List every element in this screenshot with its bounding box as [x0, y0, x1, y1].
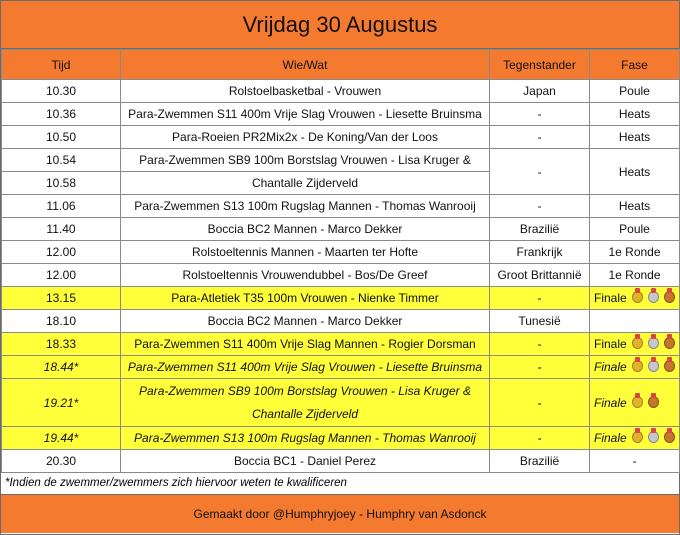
cell-wie-wat: Chantalle Zijderveld	[121, 172, 490, 195]
header-tijd: Tijd	[2, 50, 121, 80]
cell-wie-wat: Para-Zwemmen S13 100m Rugslag Mannen - Thomas Wanrooij	[121, 195, 490, 218]
fase-label: Finale	[594, 291, 627, 305]
table-row-highlighted	[2, 333, 680, 356]
cell-fase	[590, 287, 680, 310]
cell-tegenstander: -	[490, 103, 590, 126]
table-row-highlighted	[2, 427, 680, 450]
gold-medal-icon	[632, 360, 643, 372]
gold-medal-icon	[632, 291, 643, 303]
cell-wie-wat-line: Para-Zwemmen SB9 100m Borstslag Vrouwen - Lisa Kruger &	[139, 383, 471, 398]
table-row	[2, 264, 680, 287]
cell-wie-wat: Para-Zwemmen S11 400m Vrije Slag Vrouwen - Liesette Bruinsma	[121, 103, 490, 126]
table-row	[2, 80, 680, 103]
title-bar	[1, 1, 679, 49]
cell-tijd: 10.30	[2, 80, 121, 103]
bronze-medal-icon	[664, 337, 675, 349]
cell-wie-wat: Boccia BC2 Mannen - Marco Dekker	[121, 218, 490, 241]
cell-tegenstander: -	[490, 195, 590, 218]
table-row	[2, 450, 680, 473]
header-tegenstander: Tegenstander	[490, 50, 590, 80]
cell-wie-wat: Para-Zwemmen S11 400m Vrije Slag Mannen - Rogier Dorsman	[121, 333, 490, 356]
cell-fase: Poule	[590, 218, 680, 241]
cell-wie-wat-line: Chantalle Zijderveld	[251, 406, 359, 421]
cell-tegenstander: Groot Brittannië	[490, 264, 590, 287]
cell-fase: Poule	[590, 80, 680, 103]
cell-tegenstander: Tunesië	[490, 310, 590, 333]
cell-wie-wat: Rolstoeltennis Mannen - Maarten ter Hofte	[121, 241, 490, 264]
cell-wie-wat: Boccia BC1 - Daniel Perez	[121, 450, 490, 473]
cell-tegenstander: -	[490, 427, 590, 450]
cell-wie-wat: Para-Zwemmen S13 100m Rugslag Mannen - Thomas Wanrooij	[121, 427, 490, 450]
cell-fase: 1e Ronde	[590, 264, 680, 287]
table-row	[2, 103, 680, 126]
cell-wie-wat: Boccia BC2 Mannen - Marco Dekker	[121, 310, 490, 333]
cell-tijd: 12.00	[2, 264, 121, 287]
gold-medal-icon	[632, 337, 643, 349]
cell-fase: Heats	[590, 126, 680, 149]
cell-fase	[590, 333, 680, 356]
bronze-medal-icon	[664, 431, 675, 443]
cell-tegenstander: Brazilië	[490, 450, 590, 473]
cell-tijd: 20.30	[2, 450, 121, 473]
cell-tijd: 18.10	[2, 310, 121, 333]
cell-tegenstander: -	[490, 287, 590, 310]
cell-tijd: 10.50	[2, 126, 121, 149]
fase-label: Finale	[594, 360, 627, 374]
header-row	[2, 50, 680, 80]
cell-tijd: 10.58	[2, 172, 121, 195]
table-row-highlighted	[2, 287, 680, 310]
cell-tijd: 13.15	[2, 287, 121, 310]
cell-fase	[590, 356, 680, 379]
cell-tijd: 19.21*	[2, 379, 121, 427]
cell-tijd: 10.54	[2, 149, 121, 172]
cell-tijd: 18.44*	[2, 356, 121, 379]
cell-tegenstander: -	[490, 333, 590, 356]
cell-fase: Heats	[590, 195, 680, 218]
cell-fase: 1e Ronde	[590, 241, 680, 264]
cell-tijd: 12.00	[2, 241, 121, 264]
cell-fase	[590, 427, 680, 450]
bronze-medal-icon	[664, 360, 675, 372]
footnote: *Indien de zwemmer/zwemmers zich hiervoor weten te kwalificeren	[1, 473, 679, 495]
cell-tijd: 11.06	[2, 195, 121, 218]
table-row	[2, 241, 680, 264]
silver-medal-icon	[648, 291, 659, 303]
cell-tijd: 18.33	[2, 333, 121, 356]
footer-credit: Gemaakt door @Humphryjoey - Humphry van Asdonck	[193, 507, 487, 521]
table-row	[2, 195, 680, 218]
schedule-table	[1, 49, 680, 473]
cell-wie-wat: Para-Zwemmen SB9 100m Borstslag Vrouwen - Lisa Kruger &	[121, 149, 490, 172]
cell-wie-wat: Rolstoeltennis Vrouwendubbel - Bos/De Greef	[121, 264, 490, 287]
fase-label: Finale	[594, 337, 627, 351]
cell-wie-wat: Para-Zwemmen S11 400m Vrije Slag Vrouwen - Liesette Bruinsma	[121, 356, 490, 379]
cell-fase	[590, 310, 680, 333]
bronze-medal-icon	[664, 291, 675, 303]
bronze-medal-icon	[648, 396, 659, 408]
cell-fase	[590, 379, 680, 427]
table-row	[2, 310, 680, 333]
cell-fase: Heats	[590, 149, 680, 195]
page-title: Vrijdag 30 Augustus	[242, 11, 438, 37]
cell-tegenstander: Japan	[490, 80, 590, 103]
cell-tegenstander: Brazilië	[490, 218, 590, 241]
cell-wie-wat: Para-Roeien PR2Mix2x - De Koning/Van der Loos	[121, 126, 490, 149]
fase-label: Finale	[594, 395, 627, 410]
table-row	[2, 149, 680, 172]
gold-medal-icon	[632, 396, 643, 408]
gold-medal-icon	[632, 431, 643, 443]
table-row	[2, 218, 680, 241]
cell-fase: Heats	[590, 103, 680, 126]
cell-tegenstander: -	[490, 379, 590, 427]
silver-medal-icon	[648, 360, 659, 372]
table-row-highlighted	[2, 356, 680, 379]
fase-label: Finale	[594, 431, 627, 445]
cell-tijd: 19.44*	[2, 427, 121, 450]
cell-tegenstander: -	[490, 149, 590, 195]
cell-tegenstander: -	[490, 356, 590, 379]
cell-wie-wat: Para-Atletiek T35 100m Vrouwen - Nienke Timmer	[121, 287, 490, 310]
cell-fase: -	[590, 450, 680, 473]
footer-bar	[1, 495, 679, 533]
cell-tegenstander: Frankrijk	[490, 241, 590, 264]
silver-medal-icon	[648, 431, 659, 443]
silver-medal-icon	[648, 337, 659, 349]
table-row	[2, 126, 680, 149]
table-row-highlighted	[2, 379, 680, 427]
cell-wie-wat: Rolstoelbasketbal - Vrouwen	[121, 80, 490, 103]
cell-tijd: 10.36	[2, 103, 121, 126]
cell-tijd: 11.40	[2, 218, 121, 241]
cell-wie-wat	[121, 379, 490, 427]
header-fase: Fase	[590, 50, 680, 80]
header-wie-wat: Wie/Wat	[121, 50, 490, 80]
cell-tegenstander: -	[490, 126, 590, 149]
